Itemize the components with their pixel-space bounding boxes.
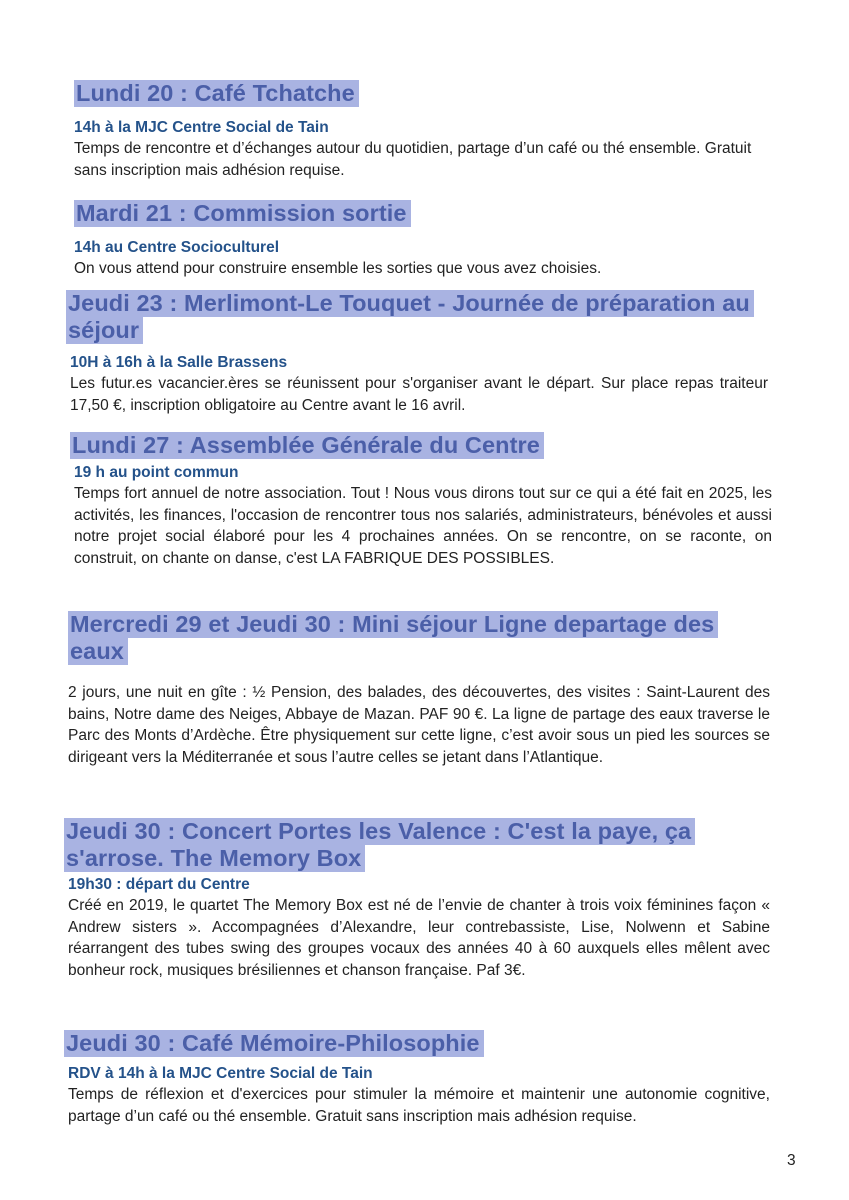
event-title: Lundi 27 : Assemblée Générale du Centre bbox=[70, 432, 544, 459]
event-time-location: 14h au Centre Socioculturel bbox=[74, 239, 279, 256]
event-time-location: 10H à 16h à la Salle Brassens bbox=[70, 354, 288, 371]
event-time-location: RDV à 14h à la MJC Centre Social de Tain bbox=[68, 1065, 373, 1082]
event-description: Temps de réflexion et d'exercices pour stimuler la mémoire et maintenir une autonomie cognitive, partage d’un café ou thé ensemble. Gratuit sans inscription mais adhésion requise. bbox=[68, 1086, 770, 1125]
event-time-location: 14h à la MJC Centre Social de Tain bbox=[74, 119, 329, 136]
event-description: Les futur.es vacancier.ères se réunissent pour s'organiser avant le départ. Sur place repas traiteur 17,50 €, inscription obligatoire au Centre avant le 16 avril. bbox=[70, 375, 768, 414]
event-title: Mercredi 29 et Jeudi 30 : Mini séjour Ligne departage des eaux bbox=[68, 611, 718, 665]
event-title: Jeudi 30 : Concert Portes les Valence : C'est la paye, ça s'arrose. The Memory Box bbox=[64, 818, 695, 872]
event-description: On vous attend pour construire ensemble les sorties que vous avez choisies. bbox=[74, 260, 602, 277]
event-lundi-20 bbox=[74, 80, 774, 181]
event-jeudi-30-concert bbox=[64, 818, 772, 981]
event-title: Jeudi 30 : Café Mémoire-Philosophie bbox=[64, 1030, 484, 1057]
event-description: Temps de rencontre et d’échanges autour du quotidien, partage d’un café ou thé ensemble. Gratuit sans inscription mais adhésion requise. bbox=[74, 140, 752, 179]
event-description: Temps fort annuel de notre association. Tout ! Nous vous dirons tout sur ce qui a été fait en 2025, les activités, les finances, l'occasion de rencontrer tous nos salariés, administrateurs, bénévoles et aussi notre projet social élaboré pour les 4 prochaines années. On se rencontre, on se raconte, on construit, on chante on danse, c'est LA FABRIQUE DES POSSIBLES. bbox=[74, 485, 772, 567]
event-title: Mardi 21 : Commission sortie bbox=[74, 200, 411, 227]
page-number: 3 bbox=[787, 1152, 796, 1169]
event-title: Lundi 20 : Café Tchatche bbox=[74, 80, 359, 107]
event-title: Jeudi 23 : Merlimont-Le Touquet - Journée de préparation au séjour bbox=[66, 290, 754, 344]
event-lundi-27 bbox=[70, 432, 772, 569]
event-time-location: 19h30 : départ du Centre bbox=[68, 876, 250, 893]
event-jeudi-30-cafe-memoire bbox=[64, 1030, 772, 1127]
event-time-location: 19 h au point commun bbox=[74, 464, 239, 481]
event-description: Créé en 2019, le quartet The Memory Box est né de l’envie de chanter à trois voix féminines façon « Andrew sisters ». Accompagnées d’Alexandre, leur contrebassiste, Lise, Nolwenn et Sabine réarrangent des tubes swing des groupes vocaux des années 40 à 60 auxquels elles mêlent avec bonheur rock, musiques brésiliennes et chanson française. Paf 3€. bbox=[68, 897, 770, 979]
event-mardi-21 bbox=[74, 200, 774, 280]
event-jeudi-23 bbox=[66, 290, 768, 416]
event-description: 2 jours, une nuit en gîte : ½ Pension, des balades, des découvertes, des visites : Saint-Laurent des bains, Notre dame des Neiges, Abbaye de Mazan. PAF 90 €. La ligne de partage des eaux traverse le Parc des Monts d’Ardèche. Être physiquement sur cette ligne, c’est avoir sous un pied les sources se dirigeant vers la Méditerranée et sous l’autre celles se jetant dans l’Atlantique. bbox=[68, 684, 770, 766]
event-mercredi-29-jeudi-30 bbox=[68, 611, 772, 768]
